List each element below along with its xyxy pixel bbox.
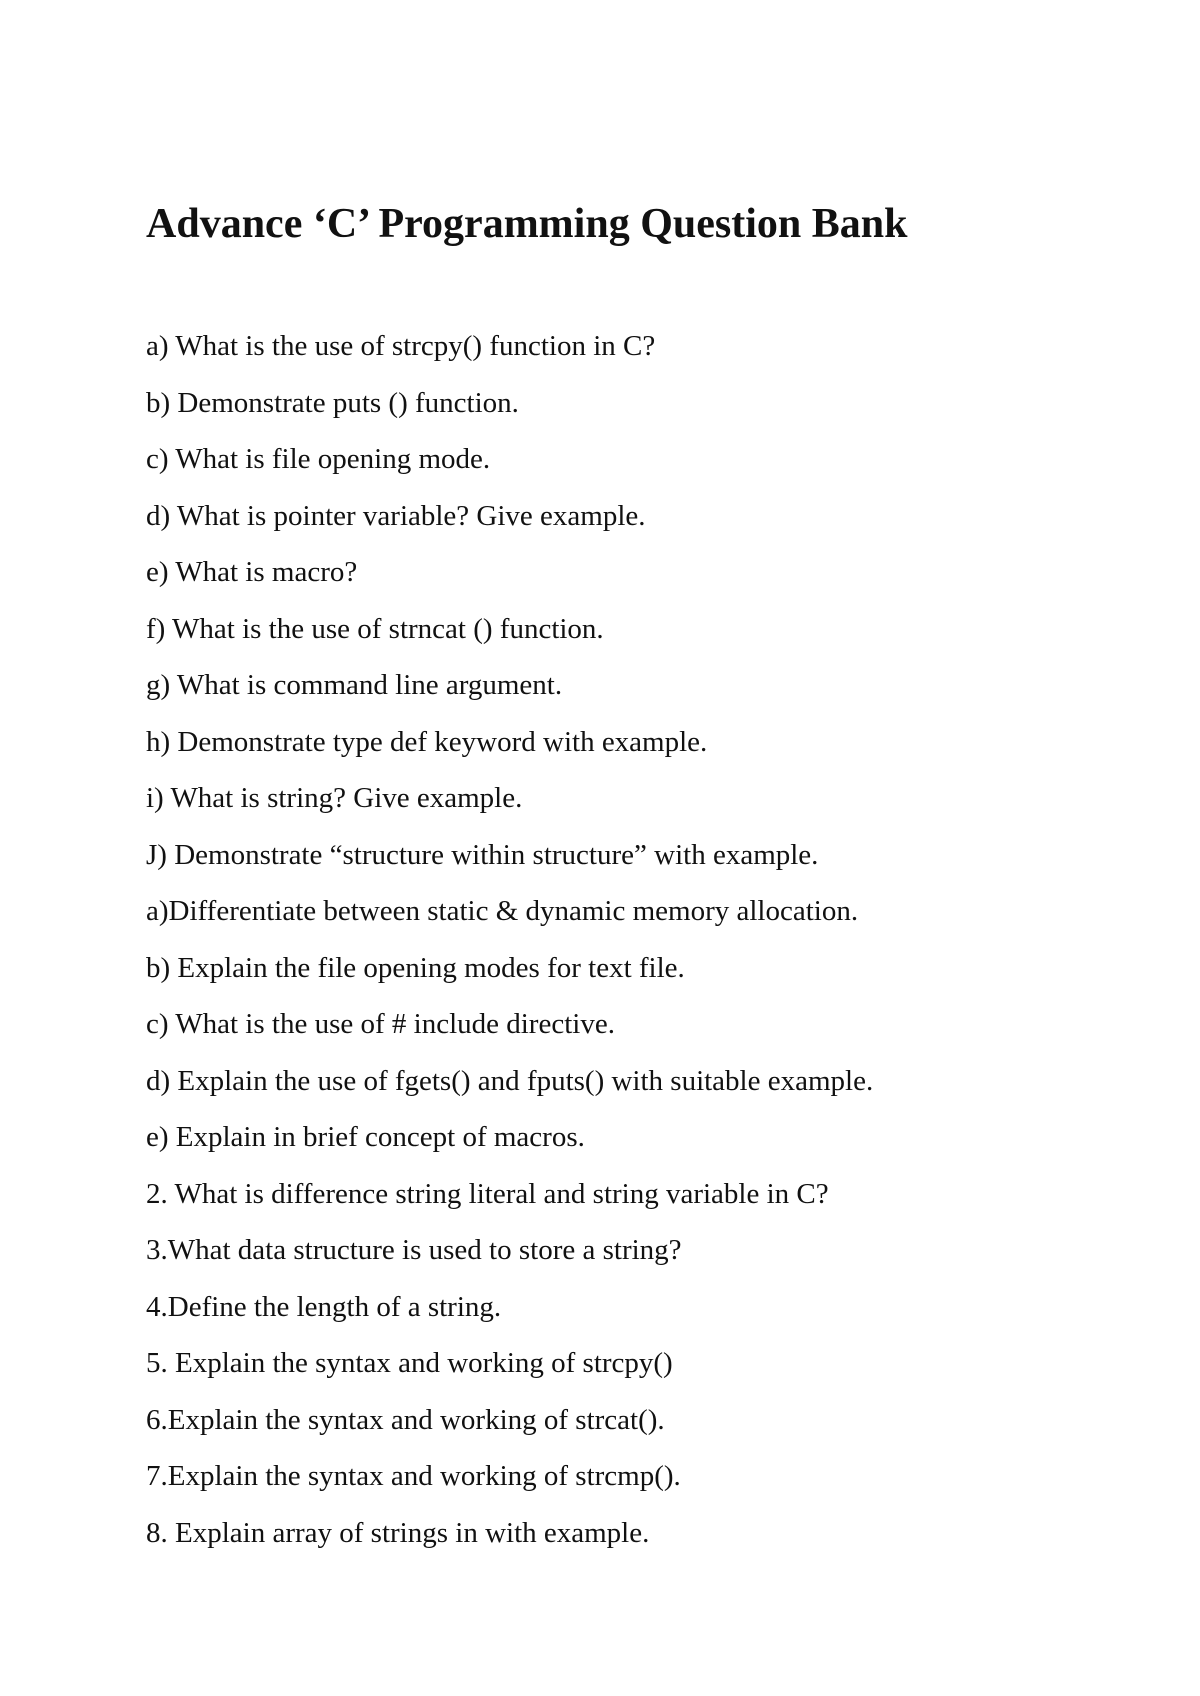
- question-item: b) Explain the file opening modes for text file.: [146, 951, 685, 984]
- question-item: a) What is the use of strcpy() function in C?: [146, 330, 656, 362]
- question-item: f) What is the use of strncat () function.: [146, 612, 604, 645]
- question-list: [146, 318, 873, 1561]
- question-item: h) Demonstrate type def keyword with example.: [146, 725, 708, 758]
- question-item: 7.Explain the syntax and working of strcmp().: [146, 1460, 681, 1492]
- question-item: g) What is command line argument.: [146, 669, 563, 701]
- document-title: Advance ‘C’ Programming Question Bank: [146, 201, 908, 247]
- question-item: 5. Explain the syntax and working of strcpy(): [146, 1347, 673, 1379]
- question-item: 4.Define the length of a string.: [146, 1290, 502, 1323]
- question-item: d) What is pointer variable? Give example.: [146, 499, 646, 532]
- question-item: c) What is the use of # include directive.: [146, 1008, 615, 1040]
- question-item: 2. What is difference string literal and string variable in C?: [146, 1177, 829, 1210]
- question-item: a)Differentiate between static & dynamic memory allocation.: [146, 895, 859, 927]
- question-item: 3.What data structure is used to store a string?: [146, 1234, 682, 1266]
- question-item: 8. Explain array of strings in with example.: [146, 1516, 650, 1549]
- question-item: e) Explain in brief concept of macros.: [146, 1121, 585, 1153]
- question-item: i) What is string? Give example.: [146, 782, 523, 814]
- question-item: 6.Explain the syntax and working of strcat().: [146, 1403, 665, 1436]
- question-item: c) What is file opening mode.: [146, 443, 491, 475]
- question-item: e) What is macro?: [146, 556, 358, 588]
- question-item: J) Demonstrate “structure within structure” with example.: [146, 838, 819, 871]
- question-item: b) Demonstrate puts () function.: [146, 386, 519, 419]
- question-item: d) Explain the use of fgets() and fputs() with suitable example.: [146, 1064, 874, 1097]
